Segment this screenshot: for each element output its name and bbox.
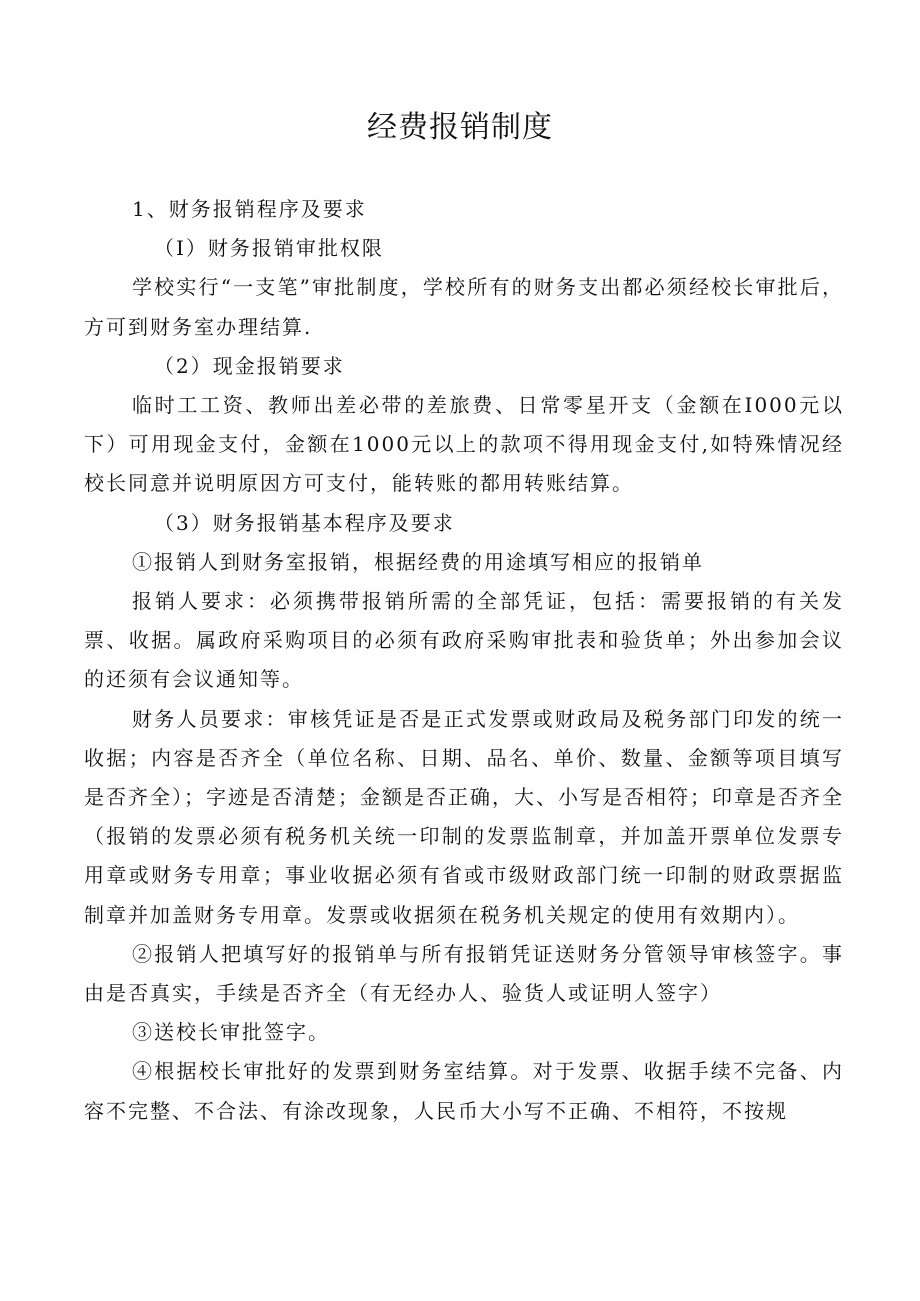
paragraph: ④根据校长审批好的发票到财务室结算。对于发票、收据手续不完备、内容不完整、不合法、有涂改现象，人民币大小写不正确、不相符，不按规 <box>84 1059 844 1123</box>
section-heading: 1、财务报销程序及要求 <box>132 197 367 221</box>
paragraph: 学校实行“一支笔”审批制度，学校所有的财务支出都必须经校长审批后，方可到财务室办理结算. <box>84 275 844 339</box>
subsection-heading: （I）财务报销审批权限 <box>154 236 384 261</box>
paragraph: 临时工工资、教师出差必带的差旅费、日常零星开支（金额在I000元以下）可用现金支付，金额在1000元以上的款项不得用现金支付,如特殊情况经校长同意并说明原因方可支付，能转账的都用转账结算。 <box>84 393 844 496</box>
document-body <box>84 190 844 1131</box>
paragraph: ③送校长审批签字。 <box>132 1020 330 1045</box>
paragraph: 财务人员要求：审核凭证是否是正式发票或财政局及税务部门印发的统一收据；内容是否齐全（单位名称、日期、品名、单价、数量、金额等项目填写是否齐全）；字迹是否清楚；金额是否正确，大、小写是否相符；印章是否齐全（报销的发票必须有税务机关统一印制的发票监制章，并加盖开票单位发票专用章或财务专用章；事业收据必须有省或市级财政部门统一印制的财政票据监制章并加盖财务专用章。发票或收据须在税务机关规定的使用有效期内）。 <box>84 706 844 927</box>
subsection-heading: （2）现金报销要求 <box>154 353 345 378</box>
subsection-heading: （3）财务报销基本程序及要求 <box>154 510 455 535</box>
paragraph: 报销人要求：必须携带报销所需的全部凭证，包括：需要报销的有关发票、收据。属政府采购项目的必须有政府采购审批表和验货单；外出参加会议的还须有会议通知等。 <box>84 589 844 692</box>
paragraph: ①报销人到财务室报销，根据经费的用途填写相应的报销单 <box>132 549 704 574</box>
paragraph: ②报销人把填写好的报销单与所有报销凭证送财务分管领导审核签字。事由是否真实，手续是否齐全（有无经办人、验货人或证明人签字） <box>84 941 844 1006</box>
document-title: 经费报销制度 <box>367 110 553 145</box>
